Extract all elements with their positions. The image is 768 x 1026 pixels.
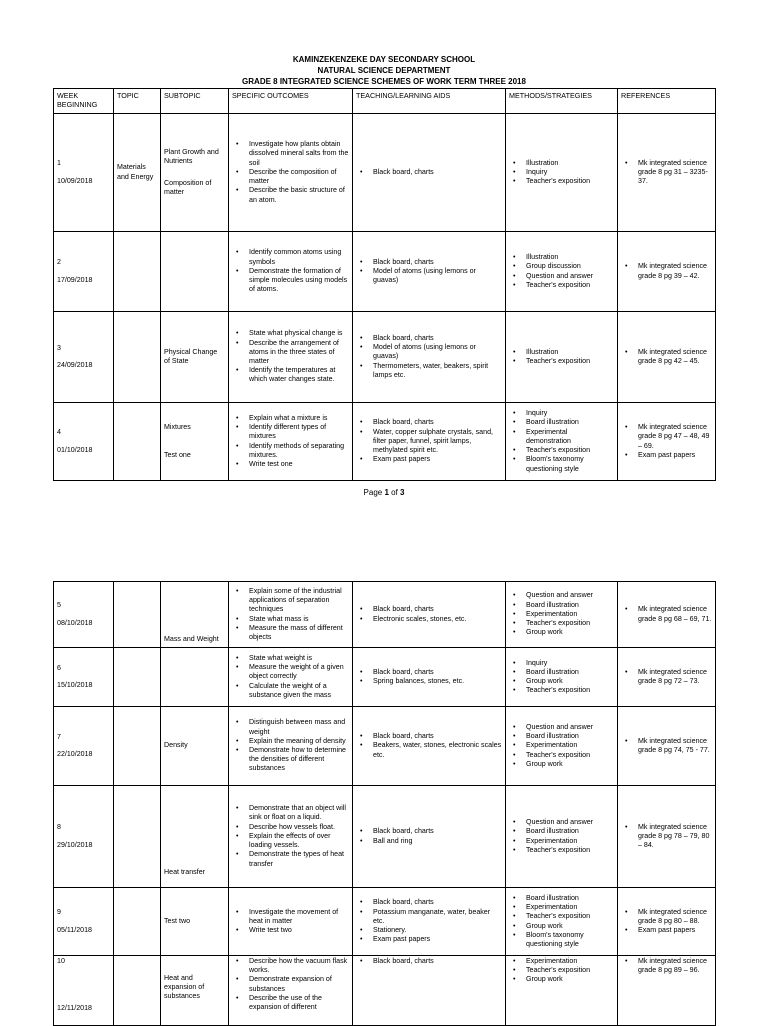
methods-cell: [506, 888, 618, 956]
list-item: • Spring balances, stones, etc.: [373, 677, 502, 686]
references-list: [621, 423, 712, 460]
outcomes-list: [232, 248, 349, 294]
week-date: 12/11/2018: [57, 1004, 92, 1013]
aids-list: [356, 827, 502, 845]
table-row: [54, 648, 716, 707]
outcomes-cell: [229, 232, 353, 312]
aids-list: [356, 898, 502, 944]
list-item: • Investigate how plants obtain dissolved mineral salts from the soil: [249, 140, 349, 168]
references-cell: [618, 888, 716, 956]
subtopic-text: Density: [164, 741, 188, 750]
aids-cell: [353, 403, 506, 481]
outcomes-list: [232, 957, 349, 1012]
topic-cell: [114, 114, 161, 232]
table-row: [54, 312, 716, 403]
topic-cell: [114, 707, 161, 786]
list-item: • Describe how the vacuum flask works.: [249, 957, 349, 975]
list-item: • Mk integrated science grade 8 pg 68 – 69, 71.: [638, 605, 712, 623]
list-item: • Board illustration: [526, 418, 614, 427]
outcomes-cell: [229, 648, 353, 707]
references-cell: [618, 786, 716, 888]
list-item: • Exam past papers: [373, 455, 502, 464]
methods-list: [509, 818, 614, 855]
list-item: • Demonstrate the formation of simple molecules using models of atoms.: [249, 267, 349, 295]
outcomes-list: [232, 654, 349, 700]
list-item: • Inquiry: [526, 409, 614, 418]
scheme-table-page-2: [53, 581, 716, 1026]
subtopic-cell: [161, 956, 229, 1026]
list-item: • Demonstrate that an object will sink or float on a liquid.: [249, 804, 349, 822]
list-item: • Demonstrate how to determine the densities of different substances: [249, 746, 349, 774]
list-item: • Describe the composition of matter: [249, 168, 349, 186]
col-header-aids: TEACHING/LEARNING AIDS: [353, 89, 506, 114]
list-item: • Black board, charts: [373, 732, 502, 741]
page-number: Page 1 of 3: [363, 488, 405, 497]
outcomes-list: [232, 414, 349, 469]
week-cell: [54, 786, 114, 888]
list-item: • Experimentation: [526, 741, 614, 750]
list-item: • Measure the mass of different objects: [249, 624, 349, 642]
references-cell: [618, 582, 716, 648]
list-item: • Explain the meaning of density: [249, 737, 349, 746]
list-item: • Teacher's exposition: [526, 446, 614, 455]
week-date: 05/11/2018: [57, 925, 92, 934]
week-date: 10/09/2018: [57, 176, 93, 185]
scheme-table-page-1: [53, 88, 716, 481]
methods-list: [509, 957, 614, 985]
week-number: 8: [57, 823, 61, 832]
list-item: • Illustration: [526, 159, 614, 168]
col-header-week: WEEK BEGINNING: [54, 89, 114, 114]
list-item: • Explain what a mixture is: [249, 414, 349, 423]
list-item: • Mk integrated science grade 8 pg 78 – 79, 80 – 84.: [638, 823, 712, 851]
references-list: [621, 668, 712, 686]
references-cell: [618, 956, 716, 1026]
methods-cell: [506, 707, 618, 786]
week-number: 9: [57, 908, 61, 917]
list-item: • Thermometers, water, beakers, spirit lamps etc.: [373, 362, 502, 380]
list-item: • Identify methods of separating mixtures.: [249, 442, 349, 460]
list-item: • Black board, charts: [373, 418, 502, 427]
references-list: [621, 159, 712, 187]
list-item: • Exam past papers: [638, 451, 712, 460]
col-header-topic: TOPIC: [114, 89, 161, 114]
list-item: • Describe the arrangement of atoms in the three states of matter: [249, 339, 349, 367]
list-item: • Group work: [526, 975, 614, 984]
references-list: [621, 737, 712, 755]
week-number: 1: [57, 159, 61, 168]
week-cell: [54, 403, 114, 481]
list-item: • Teacher's exposition: [526, 619, 614, 628]
aids-list: [356, 668, 502, 686]
list-item: • Group work: [526, 760, 614, 769]
list-item: • Teacher's exposition: [526, 686, 614, 695]
aids-cell: [353, 888, 506, 956]
list-item: • Teacher's exposition: [526, 751, 614, 760]
list-item: • Black board, charts: [373, 957, 502, 966]
col-header-methods: METHODS/STRATEGIES: [506, 89, 618, 114]
week-number: 4: [57, 428, 61, 437]
week-cell: [54, 312, 114, 403]
methods-list: [509, 253, 614, 290]
list-item: • Identify different types of mixtures: [249, 423, 349, 441]
references-cell: [618, 114, 716, 232]
list-item: • Group discussion: [526, 262, 614, 271]
list-item: • Black board, charts: [373, 334, 502, 343]
list-item: • Teacher's exposition: [526, 912, 614, 921]
col-header-outcomes: SPECIFIC OUTCOMES: [229, 89, 353, 114]
outcomes-cell: [229, 786, 353, 888]
week-date: 17/09/2018: [57, 275, 93, 284]
references-list: [621, 957, 712, 975]
list-item: • Mk integrated science grade 8 pg 47 – 48, 49 – 69.: [638, 423, 712, 451]
week-date: 22/10/2018: [57, 750, 93, 758]
week-number: 2: [57, 258, 61, 267]
subtopic-text: Mixtures: [164, 423, 191, 432]
table-row: [54, 403, 716, 481]
list-item: • Beakers, water, stones, electronic scales etc.: [373, 741, 502, 759]
list-item: • Black board, charts: [373, 605, 502, 614]
list-item: • Identify the temperatures at which water changes state.: [249, 366, 349, 384]
list-item: • Describe the basic structure of an atom.: [249, 186, 349, 204]
methods-list: [509, 159, 614, 187]
list-item: • Bloom's taxonomy questioning style: [526, 455, 614, 473]
subtopic-cell: [161, 114, 229, 232]
methods-list: [509, 348, 614, 366]
aids-list: [356, 418, 502, 464]
list-item: • Group work: [526, 628, 614, 637]
list-item: • Group work: [526, 677, 614, 686]
list-item: • Electronic scales, stones, etc.: [373, 615, 502, 624]
school-name: KAMINZEKENZEKE DAY SECONDARY SCHOOL: [292, 55, 476, 64]
aids-list: [356, 605, 502, 623]
list-item: • Model of atoms (using lemons or guavas): [373, 267, 502, 285]
list-item: • Experimental demonstration: [526, 428, 614, 446]
week-cell: [54, 114, 114, 232]
subtopic-text: Heat and expansion of substances: [164, 974, 205, 1001]
methods-cell: [506, 312, 618, 403]
list-item: • Bloom's taxonomy questioning style: [526, 931, 614, 949]
week-number: 10: [57, 957, 65, 965]
subtopic-text: Physical Change of State: [164, 347, 218, 365]
week-number: 6: [57, 663, 61, 672]
aids-cell: [353, 232, 506, 312]
table-row: [54, 582, 716, 648]
list-item: • Inquiry: [526, 168, 614, 177]
methods-cell: [506, 403, 618, 481]
outcomes-cell: [229, 707, 353, 786]
aids-list: [356, 168, 502, 177]
table-row: [54, 956, 716, 1026]
list-item: • Board illustration: [526, 732, 614, 741]
outcomes-cell: [229, 956, 353, 1026]
list-item: • Mk integrated science grade 8 pg 31 – 3235-37.: [638, 159, 712, 187]
week-number: 3: [57, 343, 61, 352]
references-cell: [618, 648, 716, 707]
list-item: • Experimentation: [526, 957, 614, 966]
list-item: • Describe the use of the expansion of different: [249, 994, 349, 1012]
outcomes-list: [232, 587, 349, 642]
list-item: • Inquiry: [526, 659, 614, 668]
methods-cell: [506, 786, 618, 888]
table-row: [54, 786, 716, 888]
list-item: • Investigate the movement of heat in matter: [249, 908, 349, 926]
topic-cell: [114, 786, 161, 888]
methods-cell: [506, 648, 618, 707]
subtopic-cell: [161, 888, 229, 956]
list-item: • State what weight is: [249, 654, 349, 663]
list-item: • Black board, charts: [373, 258, 502, 267]
subtopic-text: Test two: [164, 916, 191, 925]
references-list: [621, 823, 712, 851]
subtopic-cell: [161, 232, 229, 312]
methods-list: [509, 409, 614, 473]
subtopic-text: Test one: [164, 450, 191, 459]
topic-text: Materials and Energy: [117, 163, 154, 181]
list-item: • Mk integrated science grade 8 pg 39 – 42.: [638, 262, 712, 280]
list-item: • Board illustration: [526, 894, 614, 903]
subtopic-cell: [161, 312, 229, 403]
list-item: • Mk integrated science grade 8 pg 80 – 88.: [638, 908, 712, 926]
list-item: • Teacher's exposition: [526, 177, 614, 186]
references-cell: [618, 707, 716, 786]
references-list: [621, 908, 712, 936]
week-cell: [54, 232, 114, 312]
list-item: • Question and answer: [526, 591, 614, 600]
list-item: • Question and answer: [526, 272, 614, 281]
week-date: 24/09/2018: [57, 361, 93, 369]
references-cell: [618, 312, 716, 403]
list-item: • Describe how vessels float.: [249, 823, 349, 832]
week-cell: [54, 707, 114, 786]
outcomes-list: [232, 140, 349, 204]
subtopic-text: Composition of matter: [164, 178, 212, 196]
subtopic-cell: [161, 582, 229, 648]
references-cell: [618, 232, 716, 312]
department-name: NATURAL SCIENCE DEPARTMENT: [317, 66, 451, 75]
aids-cell: [353, 114, 506, 232]
subtopic-cell: [161, 707, 229, 786]
list-item: • Experimentation: [526, 903, 614, 912]
col-header-subtopic: SUBTOPIC: [161, 89, 229, 114]
list-item: • Explain some of the industrial applications of separation techniques: [249, 587, 349, 615]
list-item: • Exam past papers: [638, 926, 712, 935]
subtopic-cell: [161, 403, 229, 481]
list-item: • Illustration: [526, 253, 614, 262]
outcomes-list: [232, 908, 349, 936]
week-date: 08/10/2018: [57, 618, 93, 627]
list-item: • Write test one: [249, 460, 349, 469]
list-item: • Mk integrated science grade 8 pg 42 – 45.: [638, 348, 712, 366]
list-item: • Model of atoms (using lemons or guavas): [373, 343, 502, 361]
outcomes-cell: [229, 114, 353, 232]
subtopic-text: Plant Growth and Nutrients: [164, 148, 219, 166]
week-cell: [54, 582, 114, 648]
aids-cell: [353, 786, 506, 888]
week-number: 5: [57, 601, 61, 610]
week-cell: [54, 648, 114, 707]
week-cell: [54, 888, 114, 956]
references-list: [621, 262, 712, 280]
list-item: • Explain the effects of over loading vessels.: [249, 832, 349, 850]
methods-list: [509, 723, 614, 769]
outcomes-list: [232, 718, 349, 773]
list-item: • Demonstrate expansion of substances: [249, 975, 349, 993]
references-list: [621, 605, 712, 623]
list-item: • Board illustration: [526, 827, 614, 836]
list-item: • Write test two: [249, 926, 349, 935]
methods-cell: [506, 232, 618, 312]
table-row: [54, 232, 716, 312]
topic-cell: [114, 648, 161, 707]
subtopic-text: Mass and Weight: [164, 634, 219, 643]
list-item: • Potassium manganate, water, beaker etc.: [373, 908, 502, 926]
aids-list: [356, 258, 502, 286]
topic-cell: [114, 312, 161, 403]
aids-cell: [353, 707, 506, 786]
list-item: • Teacher's exposition: [526, 357, 614, 366]
list-item: • Mk integrated science grade 8 pg 89 – 96.: [638, 957, 712, 975]
aids-cell: [353, 312, 506, 403]
list-item: • Teacher's exposition: [526, 846, 614, 855]
table-header-row: [54, 89, 716, 114]
list-item: • Illustration: [526, 348, 614, 357]
list-item: • Mk integrated science grade 8 pg 72 – 73.: [638, 668, 712, 686]
week-cell: [54, 956, 114, 1026]
topic-cell: [114, 888, 161, 956]
list-item: • Demonstrate the types of heat transfer: [249, 850, 349, 868]
list-item: • State what mass is: [249, 615, 349, 624]
week-number: 7: [57, 732, 61, 741]
table-row: [54, 888, 716, 956]
list-item: • Calculate the weight of a substance given the mass: [249, 682, 349, 700]
aids-cell: [353, 582, 506, 648]
aids-cell: [353, 648, 506, 707]
list-item: • Group work: [526, 922, 614, 931]
topic-cell: [114, 956, 161, 1026]
list-item: • Black board, charts: [373, 827, 502, 836]
subtopic-cell: [161, 648, 229, 707]
col-header-references: REFERENCES: [618, 89, 716, 114]
outcomes-list: [232, 329, 349, 384]
list-item: • Identify common atoms using symbols: [249, 248, 349, 266]
methods-cell: [506, 582, 618, 648]
references-list: [621, 348, 712, 366]
list-item: • Black board, charts: [373, 898, 502, 907]
list-item: • Distinguish between mass and weight: [249, 718, 349, 736]
topic-cell: [114, 403, 161, 481]
list-item: • Question and answer: [526, 723, 614, 732]
list-item: • Ball and ring: [373, 837, 502, 846]
list-item: • Board illustration: [526, 668, 614, 677]
list-item: • Board illustration: [526, 601, 614, 610]
document-title: GRADE 8 INTEGRATED SCIENCE SCHEMES OF WORK TERM THREE 2018: [242, 77, 526, 86]
outcomes-cell: [229, 582, 353, 648]
aids-cell: [353, 956, 506, 1026]
topic-cell: [114, 582, 161, 648]
list-item: • Stationery.: [373, 926, 502, 935]
week-date: 29/10/2018: [57, 840, 93, 849]
list-item: • Water, copper sulphate crystals, sand, filter paper, funnel, spirit lamps, methylated spirit etc.: [373, 428, 502, 456]
outcomes-cell: [229, 888, 353, 956]
list-item: • Mk integrated science grade 8 pg 74, 75 - 77.: [638, 737, 712, 755]
references-cell: [618, 403, 716, 481]
subtopic-cell: [161, 786, 229, 888]
week-date: 15/10/2018: [57, 681, 93, 689]
outcomes-cell: [229, 403, 353, 481]
list-item: • State what physical change is: [249, 329, 349, 338]
list-item: • Teacher's exposition: [526, 281, 614, 290]
list-item: • Exam past papers: [373, 935, 502, 944]
methods-list: [509, 591, 614, 637]
outcomes-cell: [229, 312, 353, 403]
list-item: • Black board, charts: [373, 668, 502, 677]
topic-cell: [114, 232, 161, 312]
methods-cell: [506, 956, 618, 1026]
subtopic-text: Heat transfer: [164, 867, 206, 876]
outcomes-list: [232, 804, 349, 868]
list-item: • Teacher's exposition: [526, 966, 614, 975]
methods-list: [509, 659, 614, 696]
aids-list: [356, 957, 502, 966]
list-item: • Black board, charts: [373, 168, 502, 177]
list-item: • Measure the weight of a given object correctly: [249, 663, 349, 681]
table-row: [54, 114, 716, 232]
methods-cell: [506, 114, 618, 232]
week-date: 01/10/2018: [57, 445, 93, 454]
table-row: [54, 707, 716, 786]
methods-list: [509, 894, 614, 949]
aids-list: [356, 334, 502, 380]
list-item: • Experimentation: [526, 610, 614, 619]
list-item: • Experimentation: [526, 837, 614, 846]
aids-list: [356, 732, 502, 760]
list-item: • Question and answer: [526, 818, 614, 827]
